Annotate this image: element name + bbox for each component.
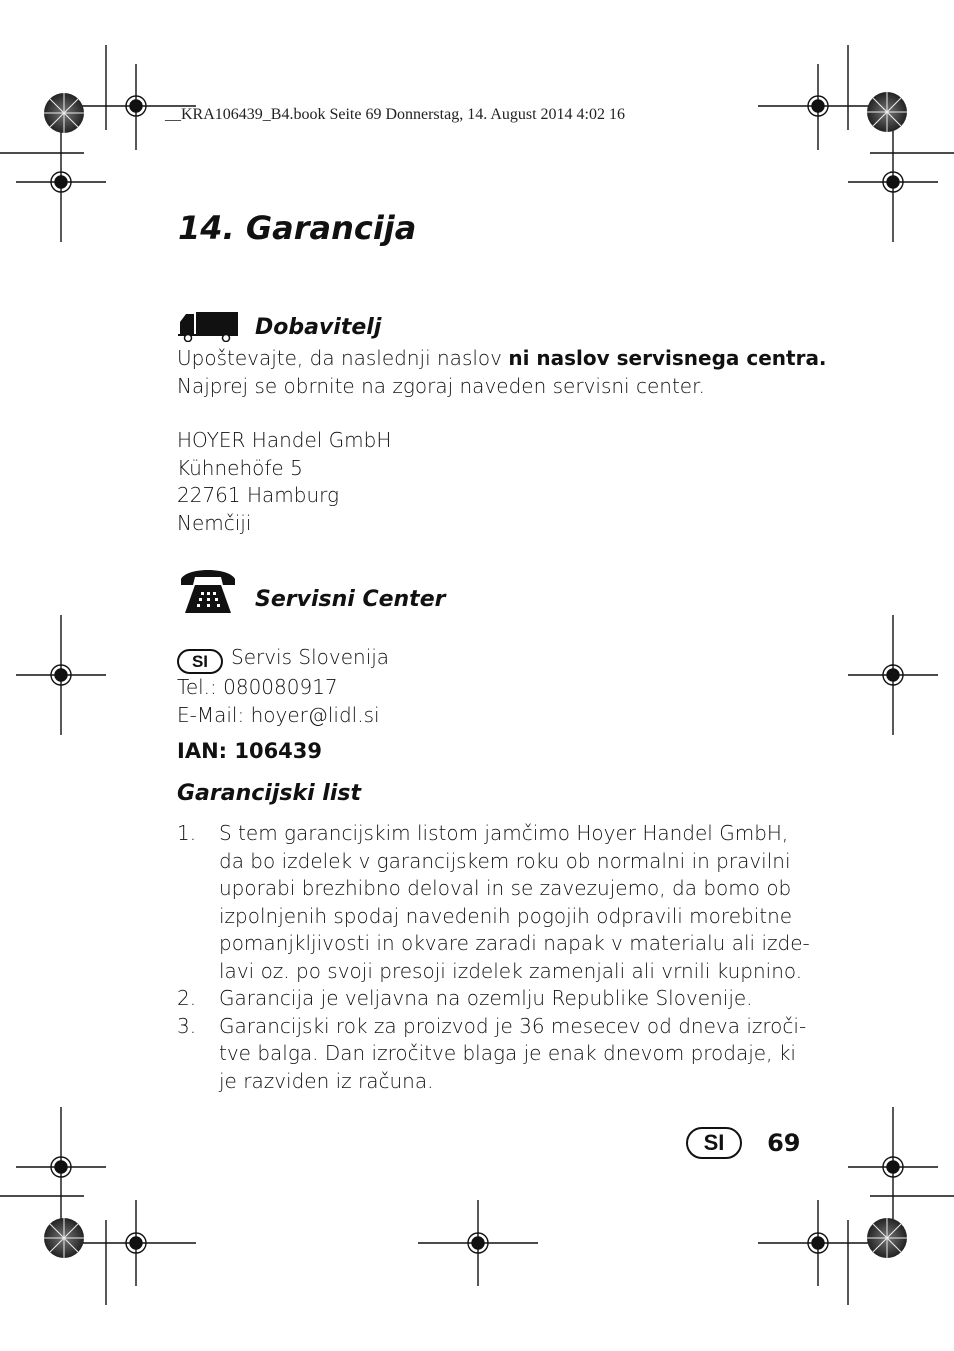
ian-number: IAN: 106439 bbox=[177, 739, 323, 763]
list-item-line: da bo izdelek v garancijskem roku ob normalni in pravilni bbox=[219, 848, 791, 873]
warranty-conditions-list bbox=[177, 820, 810, 1095]
starburst-target-top-right bbox=[867, 92, 907, 132]
list-item bbox=[177, 820, 810, 985]
address-line-street: Kühnehöfe 5 bbox=[177, 455, 303, 480]
warranty-heading: Garancijski list bbox=[177, 781, 362, 806]
supplier-notice-normal: Upoštevajte, da naslednji naslov bbox=[177, 346, 509, 370]
crosshair-mark-top-right-2 bbox=[848, 122, 938, 242]
supplier-address bbox=[177, 427, 391, 537]
chapter-title: 14. Garancija bbox=[178, 209, 417, 247]
crosshair-mark-bottom-center bbox=[418, 1200, 538, 1286]
address-line-company: HOYER Handel GmbH bbox=[177, 428, 392, 452]
list-item bbox=[177, 985, 807, 1013]
list-item-line: pomanjkljivosti in okvare zaradi napak v materialu ali izde- bbox=[219, 931, 810, 955]
starburst-target-bottom-left bbox=[44, 1218, 84, 1258]
service-contact bbox=[177, 644, 389, 729]
service-tel: Tel.: 080080917 bbox=[177, 675, 338, 699]
telephone-icon bbox=[177, 565, 239, 615]
supplier-notice-bold: ni naslov servisnega centra. bbox=[508, 346, 827, 370]
print-header: __KRA106439_B4.book Seite 69 Donnerstag, 14. August 2014 4:02 16 bbox=[165, 106, 625, 123]
service-name-line bbox=[177, 644, 389, 674]
crosshair-mark-bottom-left-2 bbox=[16, 1107, 106, 1227]
list-item bbox=[177, 1013, 807, 1096]
list-item-number: 1. bbox=[177, 821, 197, 845]
supplier-notice bbox=[177, 345, 827, 400]
crosshair-mark-bottom-left-1 bbox=[76, 1200, 196, 1286]
service-heading: Servisni Center bbox=[255, 587, 446, 612]
list-item-line: tve balga. Dan izročitve blaga je enak dnevom prodaje, ki bbox=[219, 1041, 796, 1065]
footer-country-badge: SI bbox=[686, 1127, 742, 1159]
list-item-line: uporabi brezhibno deloval in se zavezujemo, da bomo ob bbox=[219, 876, 792, 900]
starburst-target-bottom-right bbox=[867, 1218, 907, 1258]
starburst-target-top-left bbox=[44, 93, 84, 133]
page-footer bbox=[686, 1127, 801, 1159]
list-item-line: izpolnjenih spodaj navedenih pogojih odpravili morebitne bbox=[219, 903, 793, 928]
service-name: Servis Slovenija bbox=[231, 645, 390, 669]
page-number: 69 bbox=[767, 1129, 801, 1157]
truck-icon bbox=[178, 312, 238, 342]
crosshair-mark-middle-right bbox=[848, 615, 938, 735]
supplier-heading: Dobavitelj bbox=[255, 315, 382, 340]
crosshair-mark-bottom-right-1 bbox=[758, 1200, 878, 1286]
crosshair-mark-top-right-1 bbox=[758, 64, 878, 150]
address-line-city: 22761 Hamburg bbox=[177, 483, 340, 507]
si-country-badge: SI bbox=[177, 649, 223, 674]
list-item-number: 2. bbox=[177, 986, 197, 1010]
list-item-line: Garancijski rok za proizvod je 36 mesecev od dneva izroči- bbox=[219, 1013, 807, 1038]
supplier-notice-line-1 bbox=[177, 345, 827, 373]
list-item-line: Garancija je veljavna na ozemlju Republike Slovenije. bbox=[219, 986, 753, 1010]
service-email: E-Mail: hoyer@lidl.si bbox=[177, 702, 380, 727]
supplier-notice-line-2: Najprej se obrnite na zgoraj naveden servisni center. bbox=[177, 373, 705, 398]
crosshair-mark-top-left-1 bbox=[76, 64, 196, 150]
list-item-number: 3. bbox=[177, 1013, 197, 1038]
crosshair-mark-middle-left bbox=[16, 615, 106, 735]
address-line-country: Nemčiji bbox=[177, 510, 252, 535]
list-item-line: S tem garancijskim listom jamčimo Hoyer Handel GmbH, bbox=[219, 821, 789, 845]
crosshair-mark-bottom-right-2 bbox=[848, 1107, 938, 1227]
list-item-line: lavi oz. po svoji presoji izdelek zamenjali ali vrnili kupnino. bbox=[219, 958, 803, 983]
crosshair-mark-top-left-2 bbox=[16, 122, 106, 242]
list-item-line: je razviden iz računa. bbox=[219, 1068, 434, 1093]
